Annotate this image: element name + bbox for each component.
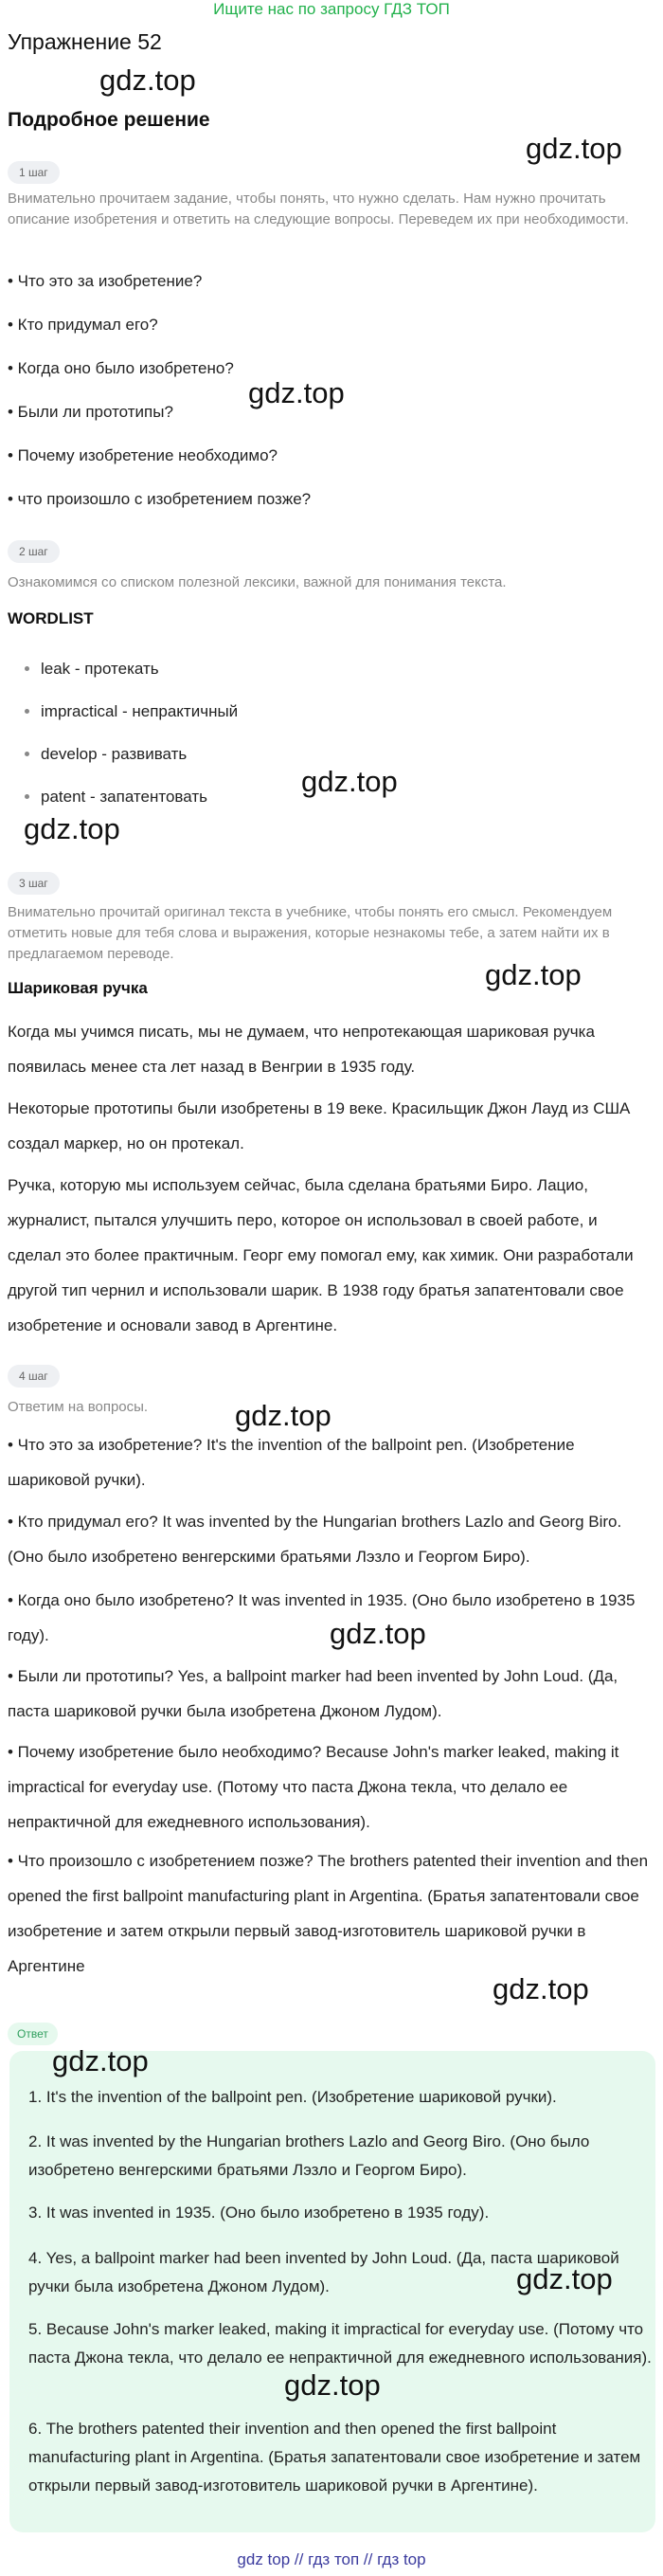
- step-badge: [8, 872, 60, 895]
- list-item: • Кто придумал его?: [8, 316, 158, 334]
- answer-item: 6. The brothers patented their invention and then opened the first ballpoint manufacturing plant in Argentina. (Братья запатентовали свое изобретение и затем открыли первый завод-изготовитель шариковой ручки в Аргентине).: [28, 2420, 641, 2494]
- watermark: gdz.top: [52, 2044, 149, 2077]
- footer-links[interactable]: gdz top // гдз топ // гдз top: [237, 2550, 426, 2568]
- answer-badge: Ответ: [8, 2023, 58, 2045]
- watermark: gdz.top: [235, 1399, 332, 1432]
- answer-paragraph: • Были ли прототипы? Yes, a ballpoint marker had been invented by John Loud. (Да, паста шариковой ручки была изобретена Джоном Лудом).: [8, 1667, 618, 1720]
- answer-paragraph: • Кто придумал его? It was invented by the Hungarian brothers Lazlo and Georg Biro. (Оно было изобретено венгерскими братьями Лэзло и Георгом Биро).: [8, 1513, 622, 1566]
- wordlist-item: impractical - непрактичный: [8, 690, 576, 733]
- step-1-intro: Внимательно прочитаем задание, чтобы понять, что нужно сделать. Нам нужно прочитать описание изобретения и ответить на следующие вопросы. Переведем их при необходимости.: [8, 190, 629, 227]
- step-1-badge: 1 шаг: [8, 161, 60, 184]
- watermark: gdz.top: [99, 63, 196, 97]
- answer-paragraph: • Когда оно было изобретено? It was invented in 1935. (Оно было изобретено в 1935 году).: [8, 1591, 636, 1644]
- step-4-badge: 4 шаг: [8, 1365, 60, 1388]
- list-item: • Когда оно было изобретено?: [8, 359, 234, 377]
- watermark: gdz.top: [24, 812, 120, 845]
- watermark: gdz.top: [516, 2262, 613, 2295]
- step-badge: [8, 1365, 60, 1388]
- answer-item: 2. It was invented by the Hungarian brothers Lazlo and Georg Biro. (Оно было изобретено венгерскими братьями Лэзло и Георгом Биро).: [28, 2132, 590, 2179]
- step-3-badge: 3 шаг: [8, 872, 60, 895]
- watermark: gdz.top: [485, 958, 582, 991]
- step-2-intro: Ознакомимся со списком полезной лексики, важной для понимания текста.: [8, 574, 507, 590]
- list-item: • Почему изобретение необходимо?: [8, 446, 278, 464]
- step-4-intro: Ответим на вопросы.: [8, 1399, 149, 1415]
- watermark: gdz.top: [526, 132, 622, 165]
- wordlist-item: patent - запатентовать: [8, 775, 576, 818]
- text-paragraph: Ручка, которую мы используем сейчас, была сделана братьями Биро. Лацио, журналист, пытался улучшить перо, которое он использовал в своей работе, и сделал это более практичным. Георг ему помогал ему, как химик. Они разработали другой тип чернил и использовали шарик. В 1938 году братья запатентовали свое изобретение и основали завод в Аргентине.: [8, 1176, 634, 1334]
- answer-paragraph: • Что это за изобретение? It's the invention of the ballpoint pen. (Изобретение шариковой ручки).: [8, 1436, 575, 1489]
- answer-item: 5. Because John's marker leaked, making it impractical for everyday use. (Потому что паста Джона текла, что делало ее непрактичной для ежедневного использования).: [28, 2320, 652, 2367]
- wordlist-title: WORDLIST: [8, 609, 94, 627]
- step-badge: [8, 540, 60, 563]
- top-search-hint[interactable]: Ищите нас по запросу ГДЗ ТОП: [213, 0, 450, 18]
- watermark: gdz.top: [284, 2368, 381, 2402]
- page-title: Упражнение 52: [8, 29, 162, 54]
- watermark: gdz.top: [330, 1617, 426, 1650]
- answer-paragraph: • Что произошло с изобретением позже? The brothers patented their invention and then opened the first ballpoint manufacturing plant in Argentina. (Братья запатентовали свое изобретение и затем открыли первый завод-изготовитель шариковой ручки в Аргентине: [8, 1852, 649, 1975]
- answer-item: 4. Yes, a ballpoint marker had been invented by John Loud. (Да, паста шариковой ручки была изобретена Джоном Лудом).: [28, 2249, 619, 2295]
- answer-paragraph: • Почему изобретение было необходимо? Because John's marker leaked, making it impractical for everyday use. (Потому что паста Джона текла, что делало ее непрактичной для ежедневного использования).: [8, 1743, 619, 1831]
- text-paragraph: Некоторые прототипы были изобретены в 19 веке. Красильщик Джон Лауд из США создал маркер, но он протекал.: [8, 1099, 631, 1152]
- text-paragraph: Когда мы учимся писать, мы не думаем, что непротекающая шариковая ручка появилась менее ста лет назад в Венгрии в 1935 году.: [8, 1023, 595, 1076]
- wordlist-item: leak - протекать: [8, 647, 576, 690]
- section-title: Подробное решение: [8, 109, 210, 131]
- list-item: • Были ли прототипы?: [8, 403, 173, 421]
- text-title: Шариковая ручка: [8, 979, 148, 997]
- list-item: • что произошло с изобретением позже?: [8, 490, 312, 508]
- wordlist-item: develop - развивать: [8, 733, 576, 775]
- watermark: gdz.top: [248, 376, 345, 409]
- step-3-intro: Внимательно прочитай оригинал текста в учебнике, чтобы понять его смысл. Рекомендуем отметить новые для тебя слова и выражения, которые незнакомы тебе, а затем найти их в предлагаемом переводе.: [8, 904, 613, 962]
- step-badge: [8, 161, 60, 184]
- answer-badge-wrap: [8, 2023, 58, 2045]
- list-item: • Что это за изобретение?: [8, 272, 203, 290]
- answer-item: 1. It's the invention of the ballpoint pen. (Изобретение шариковой ручки).: [28, 2088, 557, 2106]
- watermark: gdz.top: [493, 1972, 589, 2005]
- answer-item: 3. It was invented in 1935. (Оно было изобретено в 1935 году).: [28, 2204, 490, 2222]
- wordlist: [8, 647, 576, 818]
- watermark: gdz.top: [301, 765, 398, 798]
- step-2-badge: 2 шаг: [8, 540, 60, 563]
